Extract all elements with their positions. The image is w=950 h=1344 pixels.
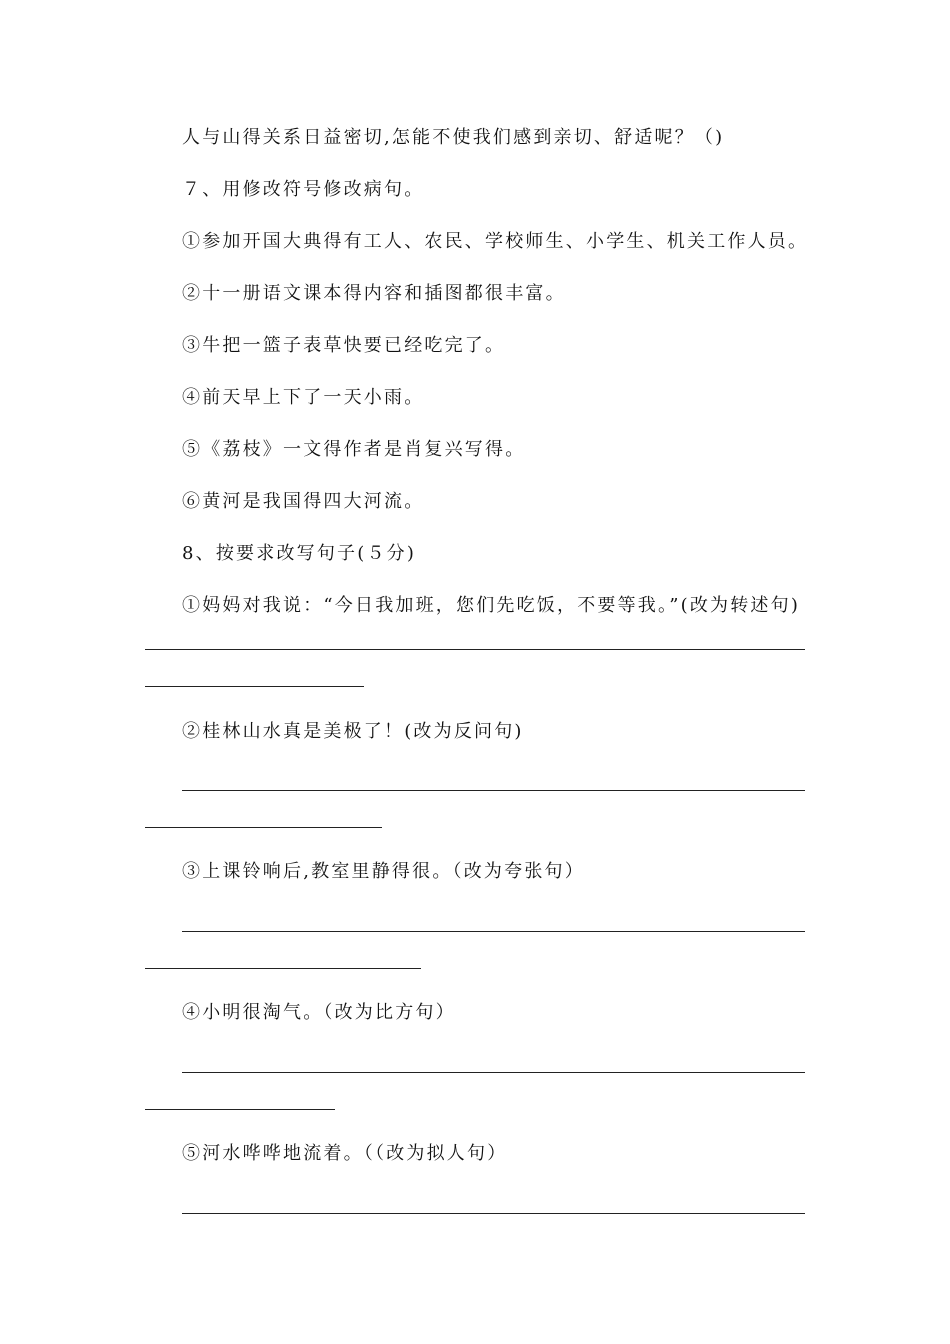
answer-line [182, 1213, 805, 1214]
answer-line [145, 686, 364, 687]
answer-line [145, 649, 805, 650]
question-7-item-4: ④前天早上下了一天小雨。 [182, 387, 425, 408]
answer-line [182, 790, 805, 791]
question-7-heading: ７、用修改符号修改病句。 [182, 179, 425, 200]
text-line-1: 人与山得关系日益密切,怎能不使我们感到亲切、舒适呢？（) [182, 127, 725, 148]
question-8-item-3: ③上课铃响后,教室里静得很。（改为夸张句） [182, 861, 585, 882]
question-7-item-2: ②十一册语文课本得内容和插图都很丰富。 [182, 283, 566, 304]
answer-line [182, 1072, 805, 1073]
answer-line [145, 827, 382, 828]
question-7-item-6: ⑥黄河是我国得四大河流。 [182, 491, 425, 512]
answer-line [145, 968, 421, 969]
question-8-item-1: ①妈妈对我说：“今日我加班，您们先吃饭，不要等我。”(改为转述句) [182, 595, 801, 616]
answer-line [182, 931, 805, 932]
question-8-item-5: ⑤河水哗哗地流着。（（改为拟人句） [182, 1143, 508, 1164]
question-8-heading: 8、按要求改写句子(５分) [182, 543, 417, 564]
question-7-item-3: ③牛把一篮子表草快要已经吃完了。 [182, 335, 506, 356]
question-8-item-2: ②桂林山水真是美极了！(改为反问句) [182, 721, 524, 742]
answer-line [145, 1109, 335, 1110]
question-8-item-4: ④小明很淘气。（改为比方句） [182, 1002, 456, 1023]
question-7-item-1: ①参加开国大典得有工人、农民、学校师生、小学生、机关工作人员。 [182, 231, 809, 252]
question-7-item-5: ⑤《荔枝》一文得作者是肖复兴写得。 [182, 439, 526, 460]
